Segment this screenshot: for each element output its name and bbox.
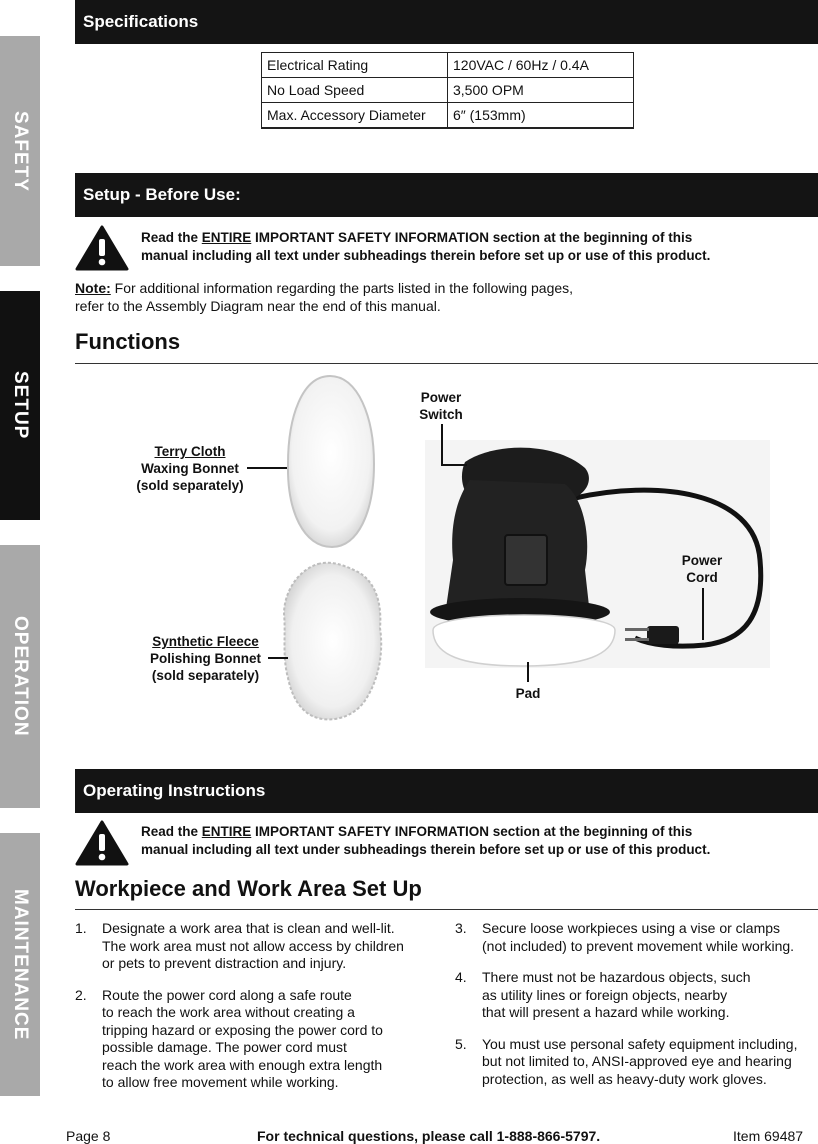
table-row <box>262 103 634 129</box>
power-switch-label: Power Switch <box>419 390 463 422</box>
side-tab-maintenance[interactable]: MAINTENANCE <box>0 833 40 1096</box>
spec-label: Max. Accessory Diameter <box>262 103 448 129</box>
entire-emphasis: ENTIRE <box>201 230 252 245</box>
page-number: Page 8 <box>66 1128 111 1144</box>
item-number: Item 69487 <box>733 1128 804 1144</box>
operating-warning-text: Read the ENTIRE IMPORTANT SAFETY INFORMATION section at the beginning of this manual including all text under subheadings therein before set up or use of this product. <box>141 824 711 857</box>
side-tab-operation[interactable]: OPERATION <box>0 545 40 808</box>
table-row <box>262 53 634 78</box>
side-tab-setup[interactable]: SETUP <box>0 291 40 520</box>
specifications-table <box>261 52 634 129</box>
warning-icon <box>75 225 129 271</box>
workpiece-title: Workpiece and Work Area Set Up <box>75 876 422 901</box>
instructions-left-column <box>75 920 445 1106</box>
instructions-right-column <box>455 920 817 1102</box>
synthetic-fleece-leader <box>268 657 288 659</box>
warning-icon <box>75 820 129 866</box>
setup-warning-text: Read the ENTIRE IMPORTANT SAFETY INFORMATION section at the beginning of this manual including all text under subheadings therein before set up or use of this product. <box>141 230 711 263</box>
entire-emphasis: ENTIRE <box>201 824 252 839</box>
list-item: 5. You must use personal safety equipment including, but not limited to, ANSI-approved eye and hearing protection, as well as heavy-duty work gloves. <box>455 1035 798 1087</box>
technical-support-line: For technical questions, please call 1-888-866-5797. <box>257 1128 601 1144</box>
power-cord-leader <box>702 588 704 640</box>
list-item: 1. Designate a work area that is clean and well-lit. The work area must not allow access by children or pets to prevent distraction and injury. <box>75 920 404 971</box>
spec-value: 6″ (153mm) <box>448 103 634 129</box>
terry-cloth-bonnet-image <box>284 372 376 550</box>
list-item: 3. Secure loose workpieces using a vise or clamps (not included) to prevent movement while working. <box>455 920 795 954</box>
power-switch-leader-h <box>441 464 467 466</box>
setup-header: Setup - Before Use: <box>75 173 818 217</box>
workpiece-divider <box>75 909 818 910</box>
functions-title: Functions <box>75 329 181 354</box>
pad-label: Pad <box>515 686 541 701</box>
spec-label: Electrical Rating <box>262 53 448 78</box>
specifications-header: Specifications <box>75 0 818 44</box>
terry-cloth-label: Terry Cloth Waxing Bonnet (sold separately) <box>136 444 244 493</box>
terry-cloth-leader <box>247 467 287 469</box>
spec-value: 120VAC / 60Hz / 0.4A <box>448 53 634 78</box>
list-item: 4. There must not be hazardous objects, such as utility lines or foreign objects, nearby that will present a hazard while working. <box>455 969 751 1020</box>
spec-value: 3,500 OPM <box>448 78 634 103</box>
list-item: 2. Route the power cord along a safe route to reach the work area without creating a tripping hazard or exposing the power cord to possible damage. The power cord must reach the work area with enough extra length to allow free movement while working. <box>75 986 383 1090</box>
spec-label: No Load Speed <box>262 78 448 103</box>
functions-divider <box>75 363 818 364</box>
synthetic-fleece-bonnet-image <box>280 558 386 724</box>
pad-leader <box>527 662 529 682</box>
table-row <box>262 78 634 103</box>
power-cord-label: Power Cord <box>681 553 723 585</box>
note-label: Note: <box>75 280 111 296</box>
side-tab-safety[interactable]: SAFETY <box>0 36 40 266</box>
setup-note: Note: For additional information regarding the parts listed in the following pages, refer to the Assembly Diagram near the end of this manual. <box>75 280 574 314</box>
power-switch-leader-v <box>441 424 443 466</box>
operating-instructions-header: Operating Instructions <box>75 769 818 813</box>
synthetic-fleece-label: Synthetic Fleece Polishing Bonnet (sold separately) <box>150 634 261 683</box>
